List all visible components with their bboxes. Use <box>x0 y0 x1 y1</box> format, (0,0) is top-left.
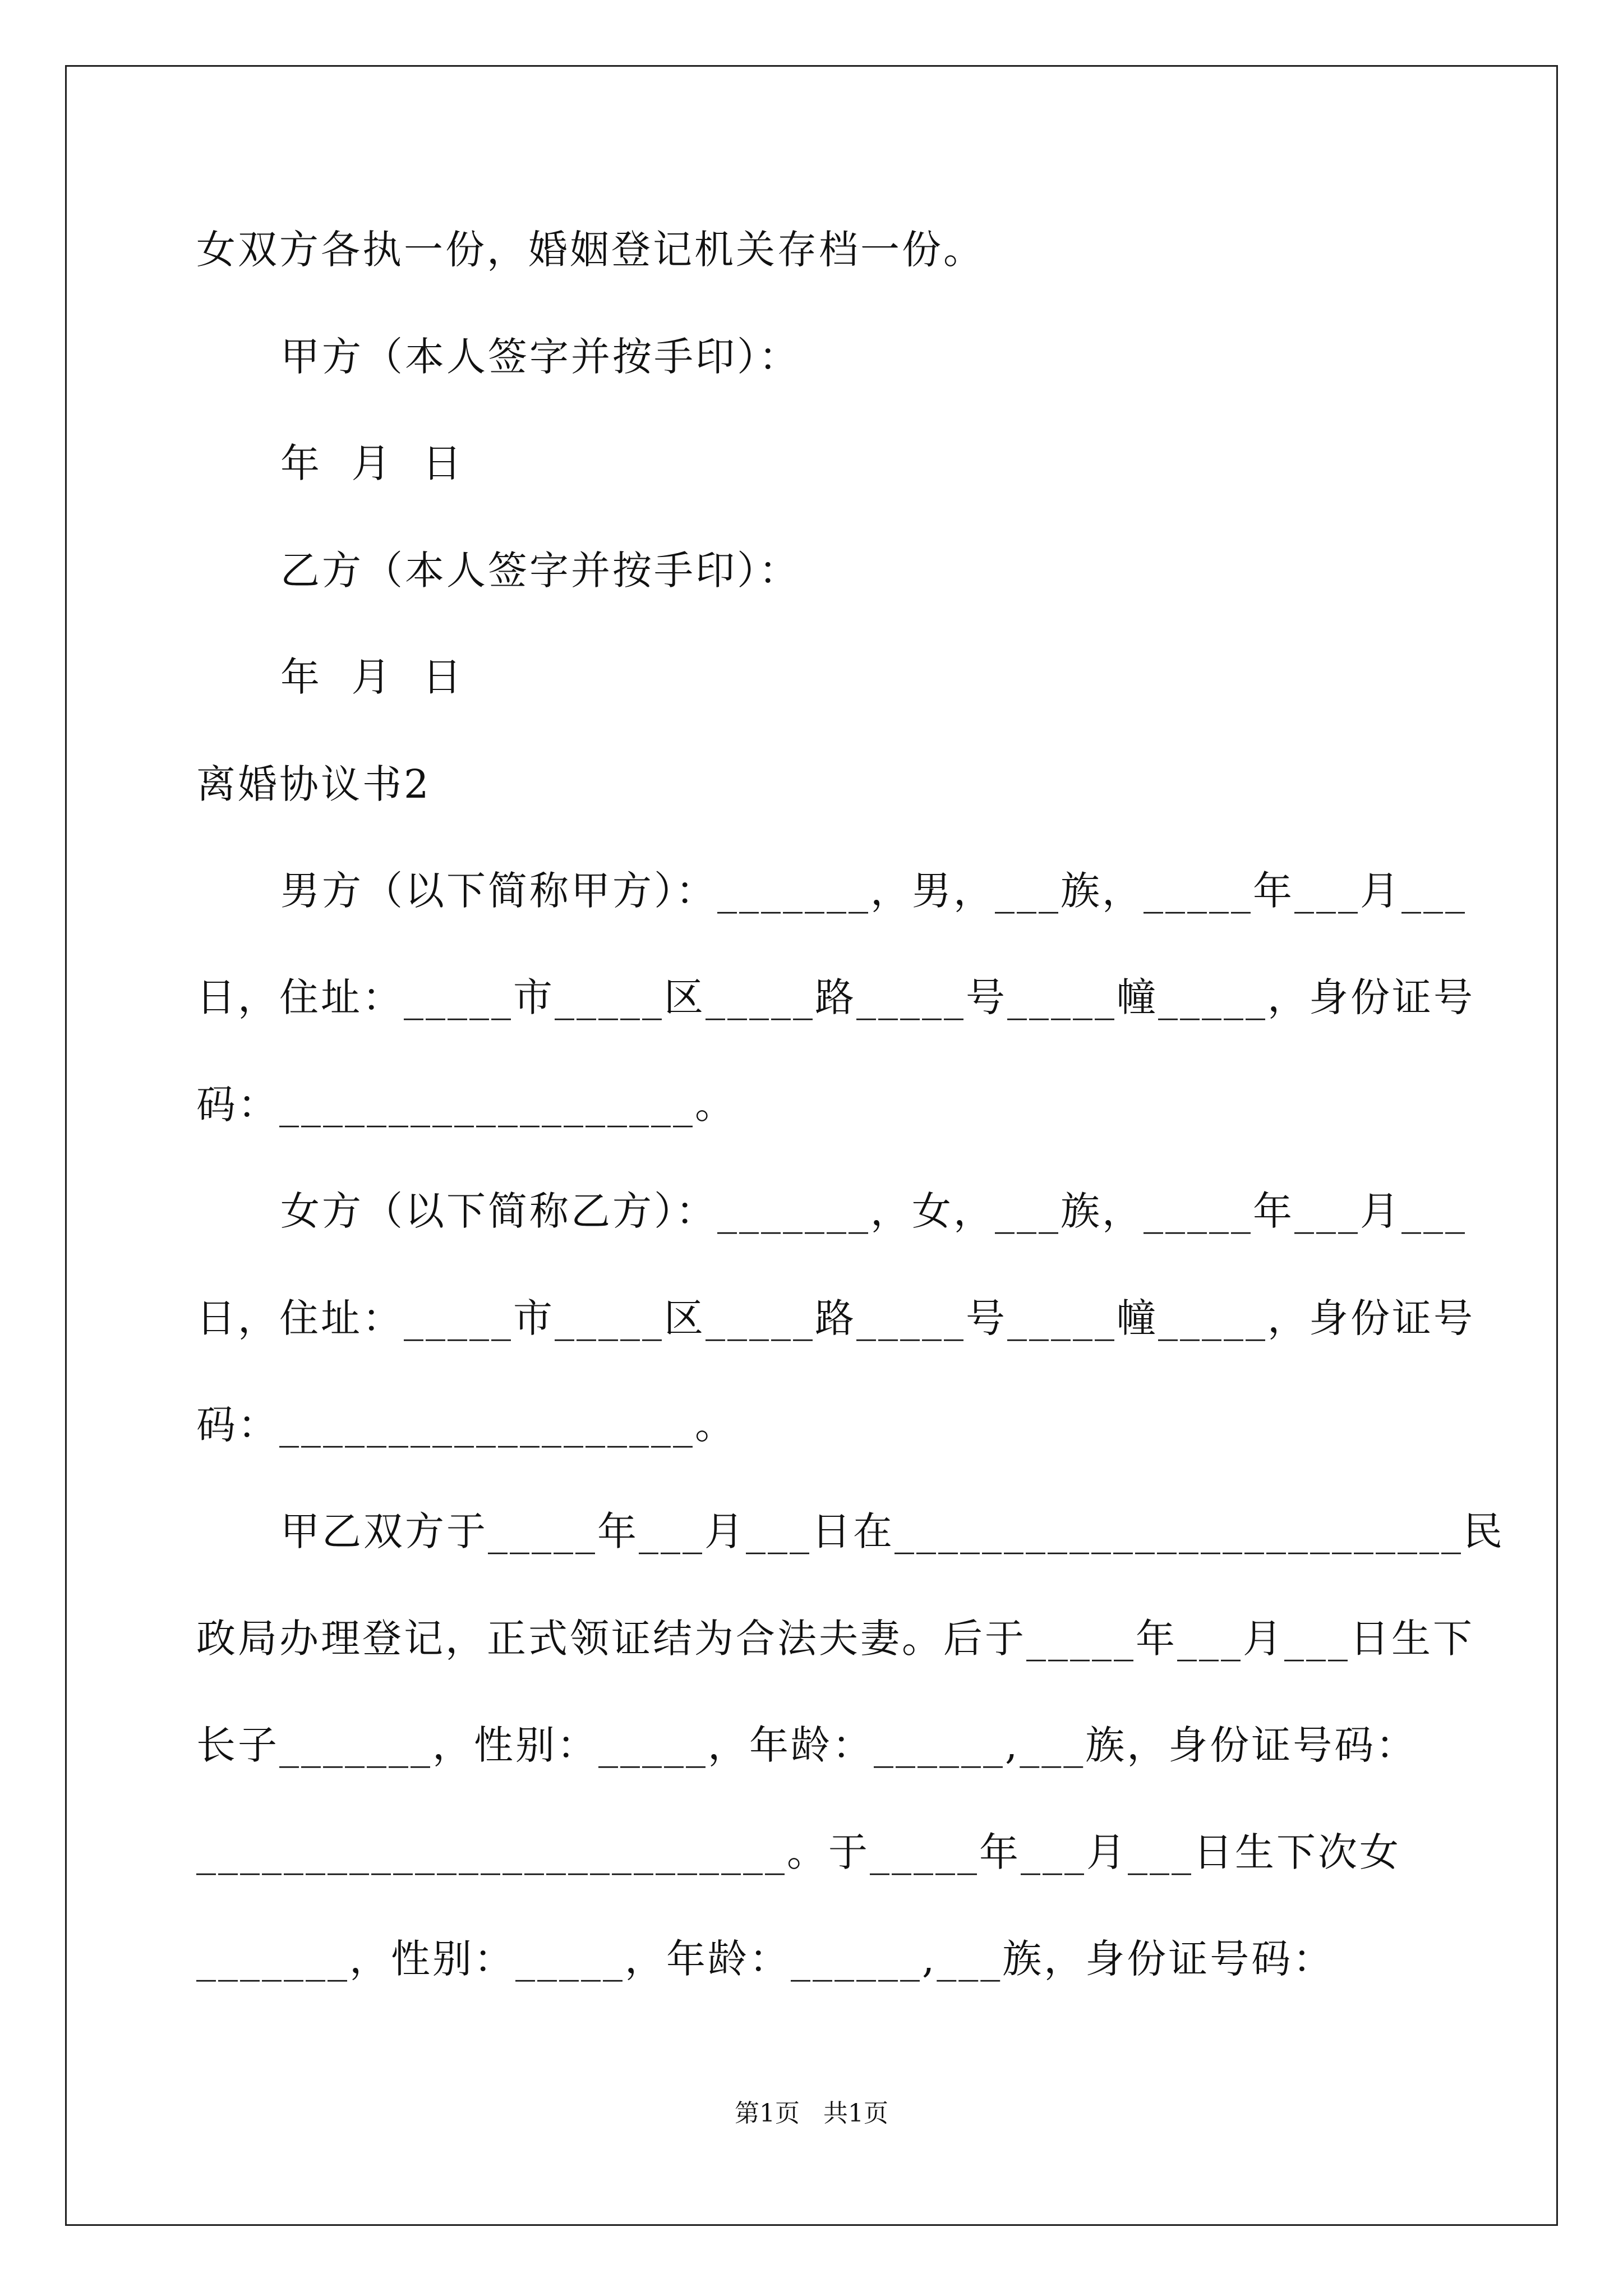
text-line-7: 男方（以下简称甲方）：_______，男，___族，_____年___月___ <box>280 868 1467 914</box>
text-line-15: 长子_______，性别：_____，年龄：______,___族，身份证号码： <box>196 1722 1418 1768</box>
text-line-12: 码：___________________。 <box>196 1402 736 1448</box>
text-line-13: 甲乙双方于_____年___月___日在__________________________民 <box>280 1508 1505 1554</box>
text-line-14: 政局办理登记，正式领证结为合法夫妻。后于_____年___月___日生下 <box>196 1616 1474 1662</box>
text-line-8: 日，住址：_____市_____区_____路_____号_____幢_____，身份证号 <box>196 974 1475 1020</box>
page-footer: 第1页 共1页 <box>735 2099 888 2128</box>
text-line-11: 日，住址：_____市_____区_____路_____号_____幢_____，身份证号 <box>196 1295 1475 1341</box>
page-border <box>65 65 1558 2226</box>
text-line-10: 女方（以下简称乙方）：_______，女，___族，_____年___月___ <box>280 1188 1467 1234</box>
section-heading: 离婚协议书2 <box>196 761 431 807</box>
text-line-17: _______，性别：_____，年龄：______,___族，身份证号码： <box>196 1936 1335 1982</box>
text-line-16: ___________________________。于_____年___月___日生下次女 <box>196 1829 1401 1875</box>
text-line-5: 年 月 日 <box>280 654 464 700</box>
text-line-2: 甲方（本人签字并按手印）： <box>280 334 800 380</box>
text-line-9: 码：___________________。 <box>196 1082 736 1128</box>
text-line-3: 年 月 日 <box>280 440 464 486</box>
text-line-4: 乙方（本人签字并按手印）： <box>280 547 800 593</box>
text-line-1: 女双方各执一份，婚姻登记机关存档一份。 <box>196 227 985 273</box>
